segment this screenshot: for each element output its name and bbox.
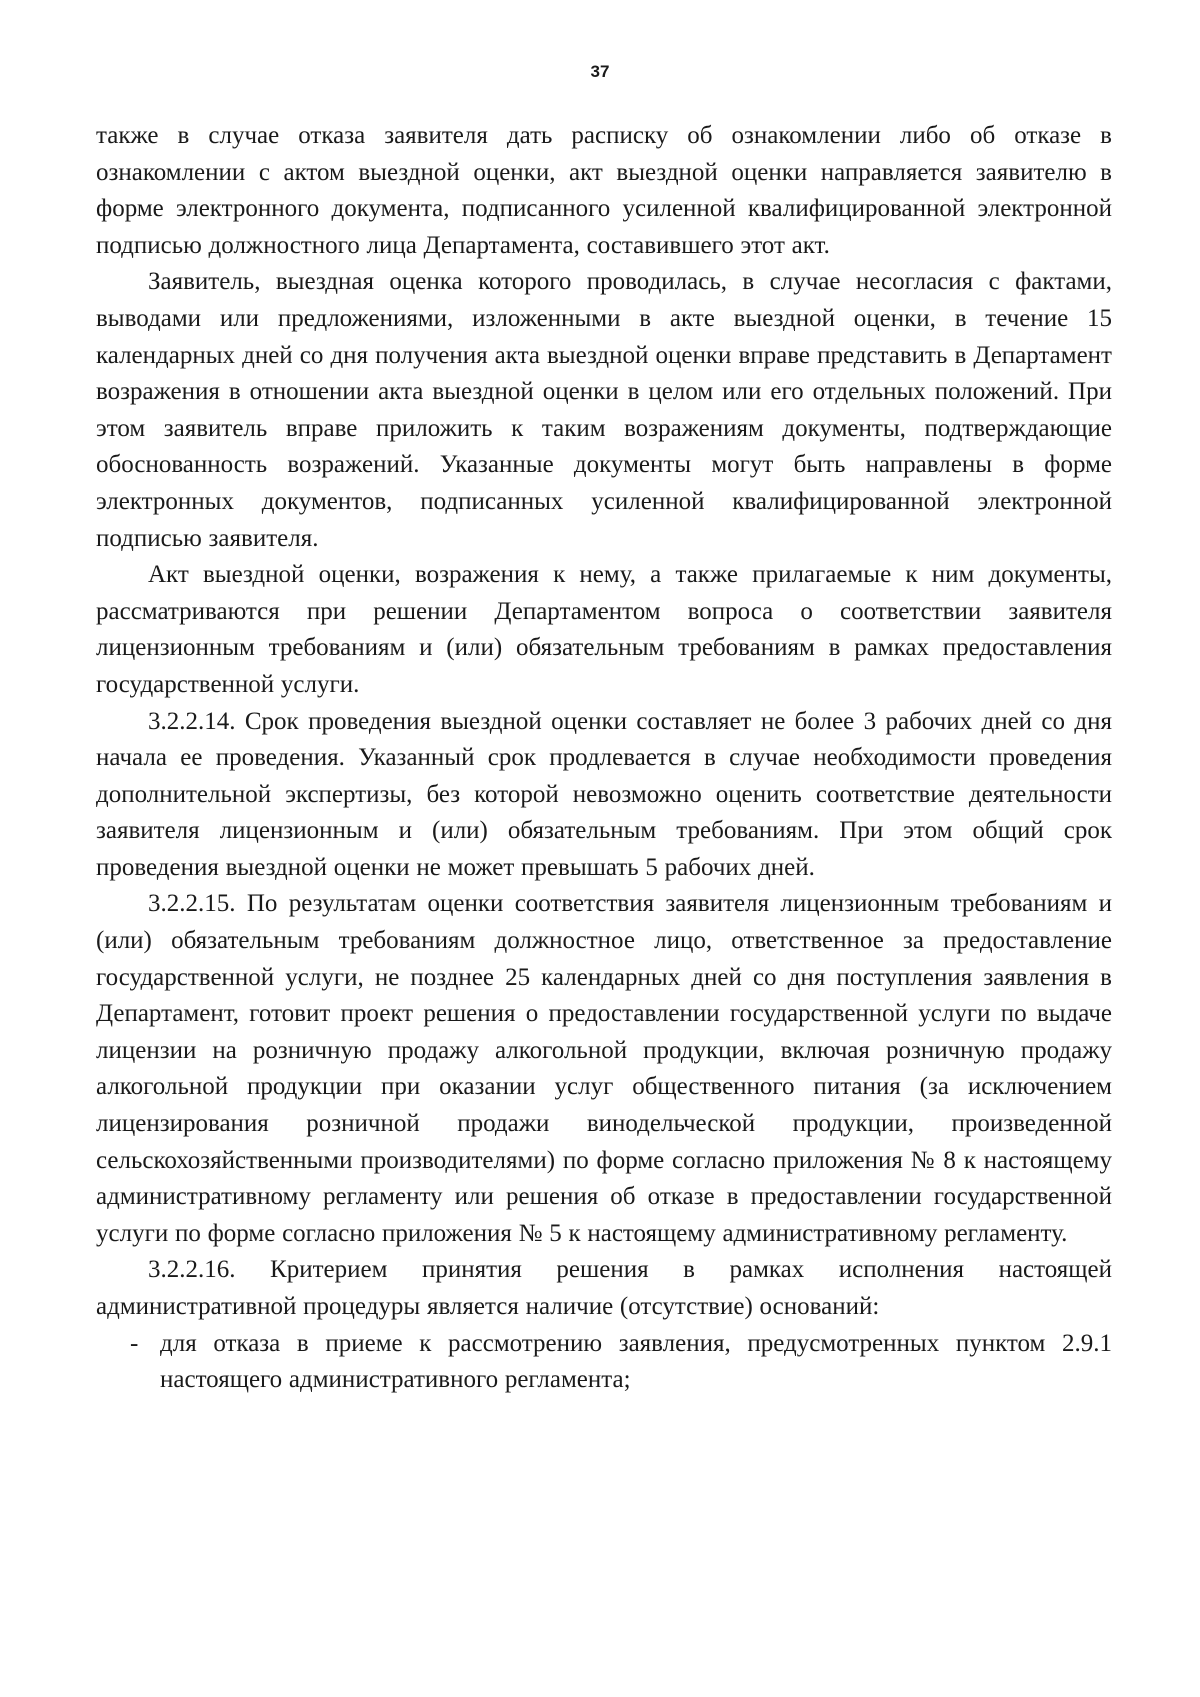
paragraph-objections: Заявитель, выездная оценка которого проводилась, в случае несогласия с фактами, выводами или предложениями, изложенными в акте выездной оценки, в течение 15 календарных дней со дня получения акта выездной оценки вправе представить в Департамент возражения в отношении акта выездной оценки в целом или его отдельных положений. При этом заявитель вправе приложить к таким возражениям документы, подтверждающие обоснованность возражений. Указанные документы могут быть направлены в форме электронных документов, подписанных усиленной квалифицированной электронной подписью заявителя.: [96, 268, 1112, 552]
paragraph-3-2-2-15: 3.2.2.15. По результатам оценки соответствия заявителя лицензионным требованиям и (или) обязательным требованиям должностное лицо, ответственное за предоставление государственной услуги, не позднее 25 календарных дней со дня поступления заявления в Департамент, готовит проект решения о предоставлении государственной услуги по выдаче лицензии на розничную продажу алкогольной продукции, включая розничную продажу алкогольной продукции при оказании услуг общественного питания (за исключением лицензирования розничной продажи винодельческой продукции, произведенной сельскохозяйственными производителями) по форме согласно приложения № 8 к настоящему административному регламенту или решения об отказе в предоставлении государственной услуги по форме согласно приложения № 5 к настоящему административному регламенту.: [96, 890, 1112, 1247]
list-item: [96, 1326, 1112, 1399]
paragraph-act-review: Акт выездной оценки, возражения к нему, а также прилагаемые к ним документы, рассматриваются при решении Департаментом вопроса о соответствии заявителя лицензионным требованиям и (или) обязательным требованиям в рамках предоставления государственной услуги.: [96, 561, 1112, 698]
paragraph-3-2-2-16: 3.2.2.16. Критерием принятия решения в рамках исполнения настоящей административной процедуры является наличие (отсутствие) оснований:: [96, 1256, 1112, 1320]
page-number: 37: [590, 62, 610, 81]
document-body: [96, 118, 1112, 1399]
list-item-text: для отказа в приеме к рассмотрению заявления, предусмотренных пунктом 2.9.1 настоящего административного регламента;: [160, 1329, 1112, 1394]
criteria-list: [96, 1326, 1112, 1399]
paragraph-continuation: также в случае отказа заявителя дать расписку об ознакомлении либо об отказе в ознакомлении с актом выездной оценки, акт выездной оценки направляется заявителю в форме электронного документа, подписанного усиленной квалифицированной электронной подписью должностного лица Департамента, составившего этот акт.: [96, 122, 1112, 259]
list-bullet: -: [130, 1329, 139, 1357]
paragraph-3-2-2-14: 3.2.2.14. Срок проведения выездной оценки составляет не более 3 рабочих дней со дня начала ее проведения. Указанный срок продлевается в случае необходимости проведения дополнительной экспертизы, без которой невозможно оценить соответствие деятельности заявителя лицензионным и (или) обязательным требованиям. При этом общий срок проведения выездной оценки не может превышать 5 рабочих дней.: [96, 707, 1112, 881]
